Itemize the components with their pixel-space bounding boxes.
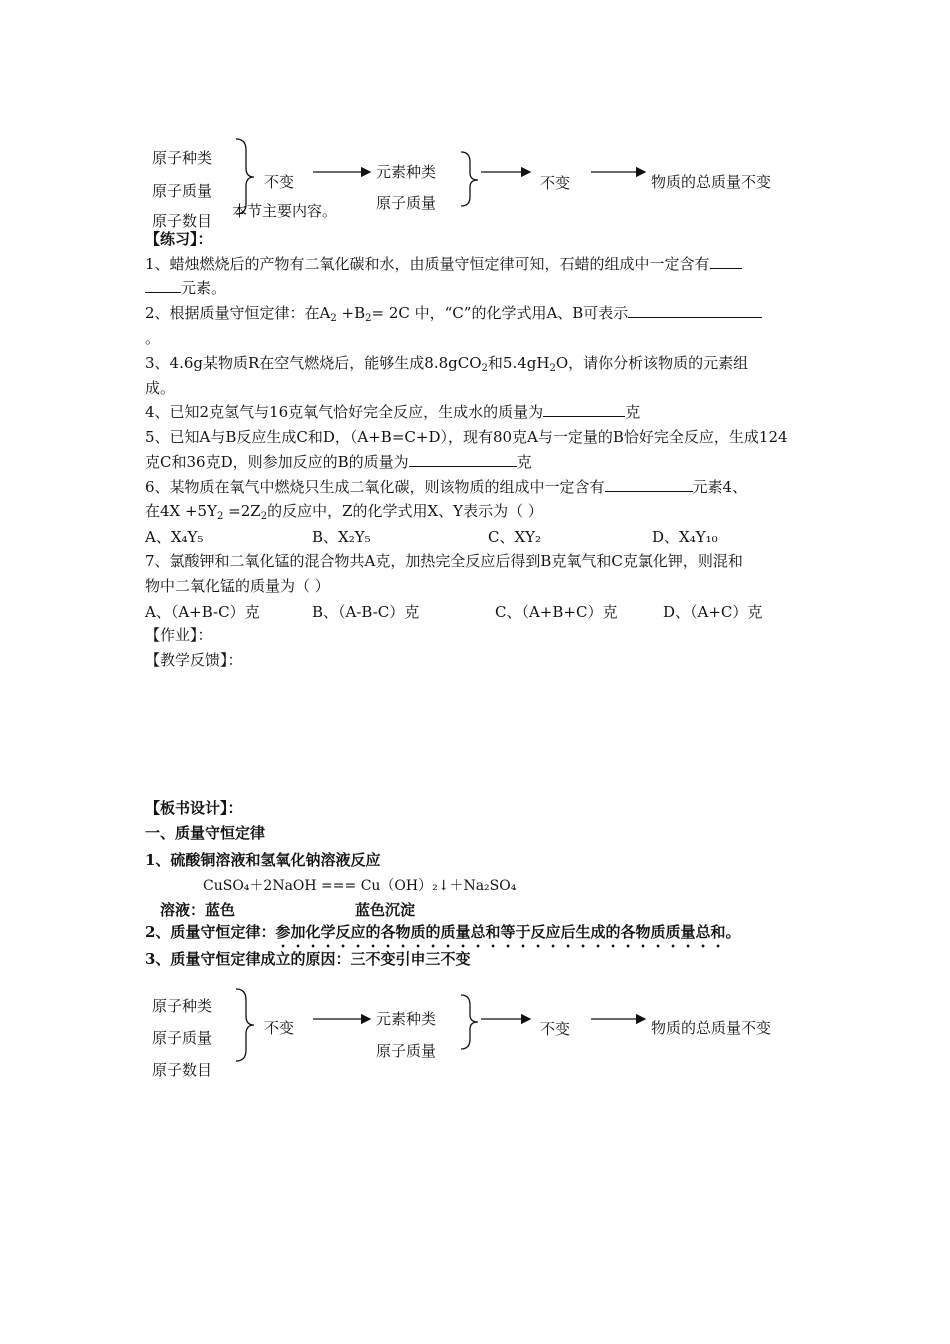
question-6: 6、某物质在氧气中燃烧只生成二氧化碳，则该物质的组成中一定含有 元素4、 bbox=[145, 478, 748, 496]
diagram-left-item: 原子质量 bbox=[152, 182, 213, 200]
unchanged-label: 不变 bbox=[264, 1019, 295, 1037]
diagram-middle-item: 元素种类 bbox=[376, 1010, 437, 1028]
question-2-end: 。 bbox=[145, 329, 161, 347]
board-item-2: 2、质量守恒定律：参加化学反应的各物质的质量总和等于反应后生成的各物质质量总和。 bbox=[145, 923, 741, 941]
question-1-cont: 元素。 bbox=[145, 278, 226, 298]
board-title: 一、质量守恒定律 bbox=[145, 824, 266, 842]
question-3: 3、4.6g某物质R在空气燃烧后，能够生成8.8gCO$_2$和$5.4gH_2O$，请你分析该物质的元素组 bbox=[145, 354, 749, 374]
precipitate-label: 蓝色沉淀 bbox=[355, 901, 416, 919]
option: A、X₄Y₅ bbox=[145, 528, 204, 546]
overlap-text: 本节主要内容。 bbox=[232, 202, 338, 220]
diagram-middle-item: 元素种类 bbox=[376, 163, 437, 181]
diagram-left-item: 原子种类 bbox=[152, 149, 213, 167]
result-label: 物质的总质量不变 bbox=[651, 173, 772, 191]
option: B、X₂Y₅ bbox=[312, 528, 371, 546]
diagram-left-item: 原子种类 bbox=[152, 997, 213, 1015]
homework-heading: 【作业】： bbox=[145, 626, 213, 644]
board-heading: 【板书设计】： bbox=[145, 799, 243, 817]
option: A、（A+B-C）克 bbox=[145, 603, 260, 621]
question-3-cont: 成。 bbox=[145, 379, 176, 397]
diagram-left-item: 原子质量 bbox=[152, 1029, 213, 1047]
question-5: 5、已知A与B反应生成C和D，（A+B=C+D），现有80克A与一定量的B恰好完全反应，生成124 bbox=[145, 428, 788, 446]
option: D、X₄Y₁₀ bbox=[652, 528, 718, 546]
question-1: 1、蜡烛燃烧后的产物有二氧化碳和水，由质量守恒定律可知，石蜡的组成中一定含有 bbox=[145, 254, 742, 274]
board-item-1: 1、硫酸铜溶液和氢氧化钠溶液反应 bbox=[145, 851, 381, 869]
feedback-heading: 【教学反馈】： bbox=[145, 651, 243, 669]
question-4: 4、已知2克氢气与16克氧气恰好完全反应，生成水的质量为 克 bbox=[145, 403, 641, 421]
option: B、（A-B-C）克 bbox=[312, 603, 420, 621]
option: C、XY₂ bbox=[488, 528, 542, 546]
question-5-cont: 克C和36克D，则参加反应的B的质量为 克 bbox=[145, 453, 532, 471]
option: C、（A+B+C）克 bbox=[495, 603, 618, 621]
board-item-3: 3、质量守恒定律成立的原因：三不变引申三不变 bbox=[145, 950, 471, 968]
diagram-left-item: 原子数目 bbox=[152, 1061, 213, 1079]
practice-heading: 【练习】： bbox=[145, 230, 213, 248]
brace bbox=[461, 995, 478, 1049]
unchanged-label: 不变 bbox=[264, 173, 295, 191]
solution-label: 溶液：蓝色 bbox=[160, 901, 236, 919]
question-7: 7、氯酸钾和二氧化锰的混合物共A克，加热完全反应后得到B克氧气和C克氯化钾，则混和 bbox=[145, 552, 743, 570]
reaction-equation: CuSO₄＋2NaOH === Cu（OH）₂↓＋Na₂SO₄ bbox=[203, 878, 517, 894]
result-label: 物质的总质量不变 bbox=[651, 1019, 772, 1037]
unchanged-label: 不变 bbox=[540, 174, 571, 192]
diagram-left-item: 原子数目 bbox=[152, 212, 213, 230]
diagram-middle-item: 原子质量 bbox=[376, 194, 437, 212]
question-6-cont: 在$4X +5Y_2 =2Z_2$的反应中，Z的化学式用X、Y表示为（ ） bbox=[145, 502, 543, 522]
option: D、（A+C）克 bbox=[663, 603, 763, 621]
question-2: 2、根据质量守恒定律：在$A_2 +B_2= 2C$ 中，“C”的化学式用A、B可表示 bbox=[145, 303, 762, 329]
question-7-cont: 物中二氧化锰的质量为（ ） bbox=[145, 577, 330, 595]
brace bbox=[461, 152, 478, 206]
brace bbox=[236, 989, 254, 1061]
unchanged-label: 不变 bbox=[540, 1020, 571, 1038]
law-statement: 参加化学反应的各物质的质量总和等于反应后生成的各物质质量总和。 bbox=[275, 923, 741, 941]
diagram-middle-item: 原子质量 bbox=[376, 1042, 437, 1060]
